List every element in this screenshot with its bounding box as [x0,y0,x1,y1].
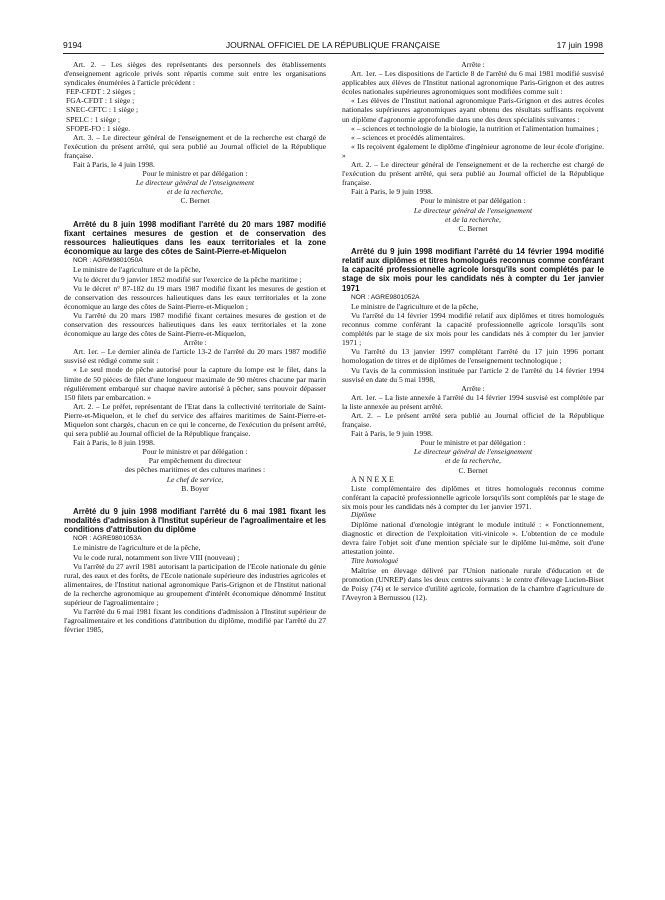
list-item: SFOPE-FO : 1 siège. [66,123,131,133]
nor-reference: NOR : AGRM9801050A [73,257,143,265]
list-item: FGA-CFDT : 1 siège ; [66,96,135,106]
decree-title: Arrêté du 9 juin 1998 modifiant l'arrêté du 14 février 1994 modifié relatif aux diplômes et titres homologués reconnus comme conférant la capacité professionnelle agricole lorsqu'ils sont complétés par le stage de six mois pour les candidats nés à compter du 1er janvier 1971 [342,246,604,293]
paragraph: Le ministre de l'agriculture et de la pêche, [73,543,201,553]
decree-title: Arrêté du 8 juin 1998 modifiant l'arrêté du 20 mars 1987 modifié fixant certaines mesures de gestion et de conservation des ressources halieutiques dans les eaux territoriales et la zone économique au large des côtes de Saint-Pierre-et-Miquelon [64,219,326,257]
journal-title: JOURNAL OFFICIEL DE LA RÉPUBLIQUE FRANÇAISE [225,40,441,50]
paragraph: Le ministre de l'agriculture et de la pêche, [351,301,479,311]
signatory-name: C. Bernet [180,196,210,206]
signatory-name: B. Boyer [181,483,209,493]
header-rule [63,53,604,54]
signature-line: Pour le ministre et par délégation : [420,196,526,206]
nor-reference: NOR : AGRE9801052A [351,293,420,301]
paragraph: Vu l'arrêté du 14 février 1994 modifié relatif aux diplômes et titres homologués reconnus comme conférant la capacité professionnelle agricole lorsqu'ils sont complétés par le stage de six mois pour les candidats nés à compter du 1er janvier 1971 ; [342,310,604,348]
right-column [342,60,604,602]
signature-line: Pour le ministre et par délégation : [142,447,248,457]
decree-title: Arrêté du 9 juin 1998 modifiant l'arrêté du 6 mai 1981 fixant les modalités d'admission à l'Institut supérieur de l'agroalimentaire et les conditions d'attribution du diplôme [64,506,326,535]
signature-line: Le directeur général de l'enseignement [413,205,533,215]
certified-title-subheading: Titre homologué [351,556,399,565]
art3-paragraph: Art. 3. – Le directeur général de l'enseignement et de la recherche est chargé de l'exécution du présent arrêté, qui sera publié au Journal officiel de la République française. [64,132,326,160]
paragraph: Vu le code rural, notamment son livre VIII (nouveau) ; [73,552,240,562]
union-seat-list [64,87,326,132]
article-paragraph: Art. 1er. – La liste annexée à l'arrêté du 14 février 1994 susvisé est complétée par la liste annexée au présent arrêté. [342,392,604,411]
signature-line: des pêches maritimes et des cultures marines : [124,465,266,475]
signatory-name: C. Bernet [458,465,488,475]
signature-line: et de la recherche, [167,187,223,197]
article-paragraph: Art. 1er. – Le dernier alinéa de l'article 13-2 de l'arrêté du 20 mars 1987 modifié susvisé est rédigé comme suit : [64,347,326,366]
paragraph: Vu l'arrêté du 6 mai 1981 fixant les conditions d'admission à l'Institut supérieur de l'agroalimentaire et les conditions d'attribution du diplôme, modifié par l'arrêté du 27 février 1985, [64,607,326,635]
list-item: SNEC-CFTC : 1 siège ; [66,105,139,115]
signature-line: Le directeur général de l'enseignement [413,447,533,457]
article-paragraph: Art. 1er. – Les dispositions de l'article 8 de l'arrêté du 6 mai 1981 modifié susvisé applicables aux élèves de l'Institut national agronomique Paris-Grignon et des autres écoles nationales supérieures agronomiques sont modifiées comme suit : [342,69,604,97]
signature-line: Le directeur général de l'enseignement [135,178,255,188]
done-at-paris: Fait à Paris, le 8 juin 1998. [73,438,155,448]
paragraph: Vu l'arrêté du 13 janvier 1997 complétant l'arrêté du 17 juin 1996 portant homologation de titres et de diplômes de l'enseignement technologique ; [342,347,604,366]
done-at-paris: Fait à Paris, le 4 juin 1998. [73,160,155,170]
quote-paragraph: « Ils reçoivent également le diplôme d'ingénieur agronome de leur école d'origine. » [342,141,604,160]
paragraph: Diplôme national d'œnologie intégrant le module intitulé : « Fonctionnement, diagnostic et direction de l'exploitation viti-vinicole ». L'obtention de ce module devra faire l'objet soit d'une mention spéciale sur le diplôme lui-même, soit d'une attestation jointe. [342,520,604,557]
arrete-heading: Arrête : [461,383,485,393]
paragraph: Vu le décret du 9 janvier 1852 modifié sur l'exercice de la pêche maritime ; [73,274,302,284]
quote-paragraph: « – sciences et procédés alimentaires. [351,132,465,142]
annex-heading: ANNEXE [351,474,396,484]
signature-line: Le chef de service, [166,474,224,484]
signatory-name: C. Bernet [458,223,488,233]
done-at-paris: Fait à Paris, le 9 juin 1998. [351,429,433,439]
paragraph: Le ministre de l'agriculture et de la pêche, [73,265,201,275]
quote-paragraph: « Les élèves de l'Institut national agronomique Paris-Grignon et des autres écoles nationales supérieures agronomiques ayant obtenu des résultats suffisants reçoivent un diplôme d'agronomie approfondie dans une des deux spécialités suivantes : [342,96,604,124]
paragraph: Vu l'arrêté du 27 avril 1981 autorisant la participation de l'Ecole nationale du génie rural, des eaux et des forêts, de l'Ecole nationale supérieure des industries agricoles et alimentaires, de l'Institut national agronomique Paris-Grignon et de l'Institut national de la recherche agronomique au groupement d'intérêt économique dénommé Institut supérieur de l'agroalimentaire ; [64,561,326,608]
signature-line: et de la recherche, [445,214,501,224]
arrete-heading: Arrête : [461,60,485,69]
article-paragraph: Art. 2. – Le présent arrêté sera publié au Journal officiel de la République française. [342,411,604,430]
art2-paragraph: Art. 2. – Les sièges des représentants des personnels des établissements d'enseignement agricole privés sont répartis comme suit entre les organisations syndicales énumérées à l'article précédent : [64,60,326,88]
signature-line: Pour le ministre et par délégation : [420,438,526,448]
nor-reference: NOR : AGRE9801053A [73,535,142,543]
arrete-heading: Arrête : [183,338,207,348]
page-number: 9194 [63,40,82,50]
page-header [63,40,603,52]
signature-line: Pour le ministre et par délégation : [142,169,248,179]
list-item: FEP-CFDT : 2 sièges ; [66,87,136,97]
done-at-paris: Fait à Paris, le 9 juin 1998. [351,187,433,197]
issue-date: 17 juin 1998 [556,40,603,50]
paragraph: Liste complémentaire des diplômes et titres homologués reconnus comme conférant la capacité professionnelle agricole lorsqu'ils sont complétés par le stage de six mois pour les candidats nés à compter du 1er janvier 1971. [342,483,604,511]
signature-line: Par empêchement du directeur [148,456,242,466]
paragraph: Vu l'arrêté du 20 mars 1987 modifié fixant certaines mesures de gestion et de conservation des ressources halieutiques dans les eaux territoriales et la zone économique au large des côtes de Saint-Pierre-et-Miquelon, [64,310,326,339]
diploma-subheading: Diplôme [351,511,376,520]
quote-paragraph: « Le seul mode de pêche autorisé pour la capture du lompe est le filet, dans la limite de 50 pièces de filet d'une longueur maximale de 90 mètres chacune par marin régulièrement embarqué sur chaque navire autorisé à pêcher, sans pouvoir dépasser 150 filets par embarcation. » [64,365,326,402]
article-paragraph: Art. 2. – Le directeur général de l'enseignement et de la recherche est chargé de l'exécution du présent arrêté, qui sera publié au Journal officiel de la République française. [342,160,604,188]
article-paragraph: Art. 2. – Le préfet, représentant de l'Etat dans la collectivité territoriale de Saint-Pierre-et-Miquelon, et le chef du service des affaires maritimes de Saint-Pierre-et-Miquelon sont chargés, chacun en ce qui le concerne, de l'exécution du présent arrêté, qui sera publié au Journal officiel de la République française. [64,401,326,439]
left-column [64,60,326,634]
quote-paragraph: « – sciences et technologie de la biologie, la nutrition et l'alimentation humaines ; [351,123,599,133]
paragraph: Vu le décret n° 87-182 du 19 mars 1987 modifié fixant les mesures de gestion et de conservation des ressources halieutiques dans les eaux territoriales et la zone économique au large des côtes de Saint-Pierre-et-Miquelon ; [64,283,326,311]
paragraph: Vu l'avis de la commission instituée par l'article 2 de l'arrêté du 14 février 1994 susvisé en date du 5 mai 1998, [342,365,604,384]
signature-line: et de la recherche, [445,456,501,466]
paragraph: Maîtrise en élevage délivré par l'Union nationale rurale d'éducation et de promotion (UNREP) dans les deux centres suivants : le centre d'élevage Lucien-Biset de Poisy (74) et le service d'utilité agricole, formation de la chambre d'agriculture de l'Aveyron à Bernussou (12). [342,565,604,602]
list-item: SPELC : 1 siège ; [66,114,121,124]
